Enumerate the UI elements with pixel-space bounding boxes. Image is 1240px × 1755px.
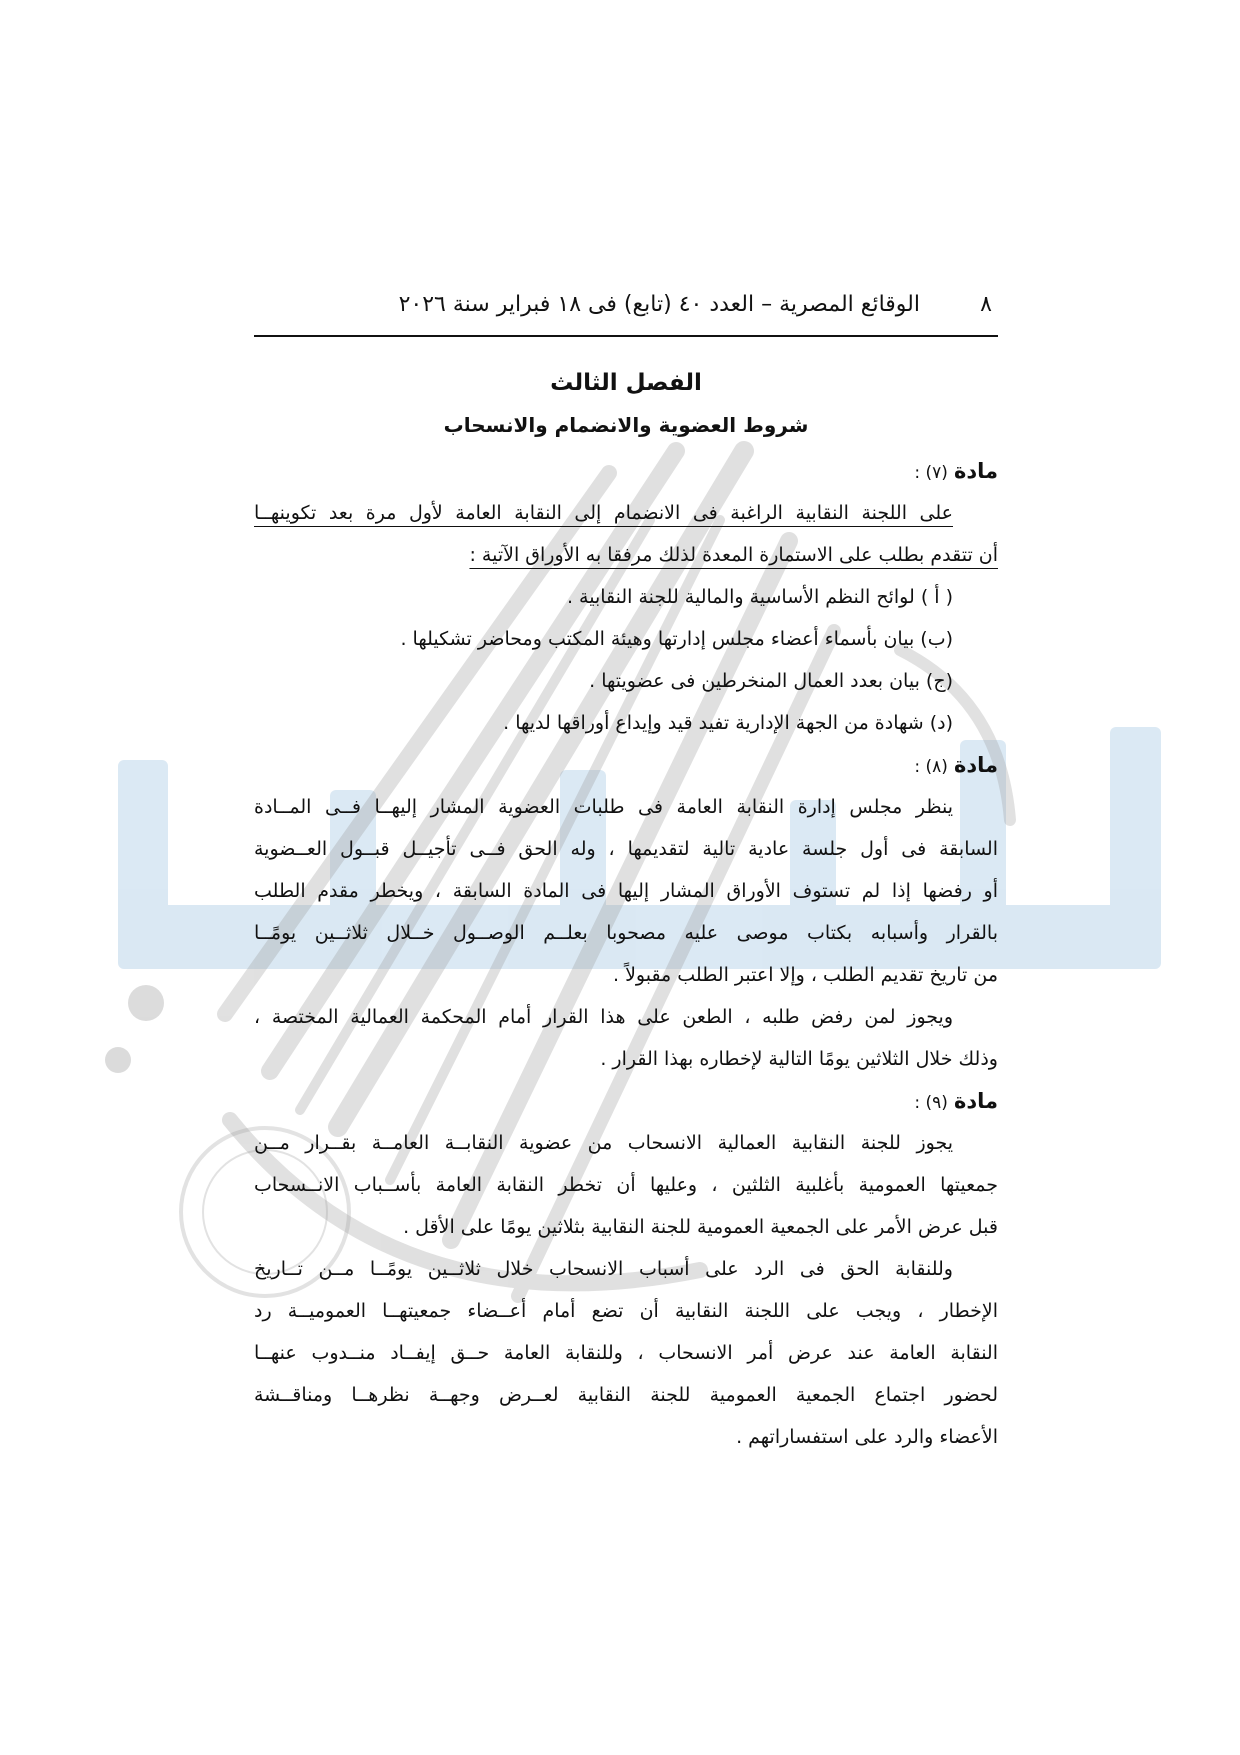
list-item: (ج) بيان بعدد العمال المنخرطين فى عضويتها .	[589, 670, 953, 692]
paragraph-line: النقابة العامة عند عرض أمر الانسحاب ، وللنقابة العامة حــق إيفــاد منــدوب عنهــا	[254, 1342, 998, 1364]
paragraph-line: وذلك خلال الثلاثين يومًا التالية لإخطاره بهذا القرار .	[600, 1048, 998, 1070]
issue-title: الوقائع المصرية – العدد ٤٠ (تابع) فى ١٨ فبراير سنة ٢٠٢٦	[398, 291, 920, 317]
list-item: (ب) بيان بأسماء أعضاء مجلس إدارتها وهيئة المكتب ومحاضر تشكيلها .	[400, 628, 953, 650]
article-number: (٧) :	[914, 463, 948, 483]
paragraph-line: أو رفضها إذا لم تستوف الأوراق المشار إليها فى المادة السابقة ، ويخطر مقدم الطلب	[254, 880, 998, 902]
paragraph-line: الأعضاء والرد على استفساراتهم .	[736, 1426, 998, 1448]
paragraph-line: بالقرار وأسبابه بكتاب موصى عليه مصحوبا بعلــم الوصــول خــلال ثلاثــين يومًــا	[254, 922, 998, 944]
paragraph-line: السابقة فى أول جلسة عادية تالية لتقديمها ، وله الحق فــى تأجيــل قبــول العــضوية	[254, 838, 998, 860]
article-label: مادة	[953, 1089, 998, 1113]
paragraph-line	[254, 534, 998, 576]
article-8-heading	[254, 744, 998, 786]
article-7-heading	[254, 450, 998, 492]
paragraph-line: ينظر مجلس إدارة النقابة العامة فى طلبات العضوية المشار إليهــا فــى المــادة	[254, 796, 953, 818]
list-item: ( أ ) لوائح النظم الأساسية والمالية للجنة النقابية .	[566, 586, 953, 608]
article-number: (٨) :	[914, 757, 948, 777]
article-label: مادة	[953, 459, 998, 483]
paragraph-line: قبل عرض الأمر على الجمعية العمومية للجنة النقابية بثلاثين يومًا على الأقل .	[403, 1216, 998, 1238]
article-9-heading	[254, 1080, 998, 1122]
paragraph-line: يجوز للجنة النقابية العمالية الانسحاب من عضوية النقابــة العامــة بقــرار مــن	[254, 1132, 953, 1154]
paragraph-line: من تاريخ تقديم الطلب ، وإلا اعتبر الطلب مقبولاً .	[612, 964, 998, 986]
paragraph-line: الإخطار ، ويجب على اللجنة النقابية أن تضع أمام أعــضاء جمعيتهــا العموميــة رد	[254, 1300, 998, 1322]
article-number: (٩) :	[914, 1093, 948, 1113]
page-number: ٨	[980, 291, 992, 317]
header-rule	[254, 335, 998, 337]
underlined-text: أن تتقدم بطلب على الاستمارة المعدة لذلك مرفقا به الأوراق الآتية :	[469, 544, 998, 566]
document-body	[254, 362, 998, 1458]
paragraph-line	[254, 492, 998, 534]
page-header	[254, 284, 998, 324]
list-item: (د) شهادة من الجهة الإدارية تفيد قيد وإيداع أوراقها لديها .	[503, 712, 953, 734]
chapter-title: الفصل الثالث	[550, 370, 702, 396]
underlined-text: على اللجنة النقابية الراغبة فى الانضمام إلى النقابة العامة لأول مرة بعد تكوينهــا	[254, 502, 953, 524]
paragraph-line: وللنقابة الحق فى الرد على أسباب الانسحاب خلال ثلاثــين يومًــا مــن تــاريخ	[254, 1258, 953, 1280]
paragraph-line: جمعيتها العمومية بأغلبية الثلثين ، وعليها أن تخطر النقابة العامة بأســباب الانــسحاب	[254, 1174, 998, 1196]
chapter-subtitle: شروط العضوية والانضمام والانسحاب	[443, 413, 809, 437]
paragraph-line: لحضور اجتماع الجمعية العمومية للجنة النقابية لعــرض وجهــة نظرهــا ومناقــشة	[254, 1384, 998, 1406]
paragraph-line: ويجوز لمن رفض طلبه ، الطعن على هذا القرار أمام المحكمة العمالية المختصة ،	[254, 1006, 953, 1028]
article-label: مادة	[953, 753, 998, 777]
